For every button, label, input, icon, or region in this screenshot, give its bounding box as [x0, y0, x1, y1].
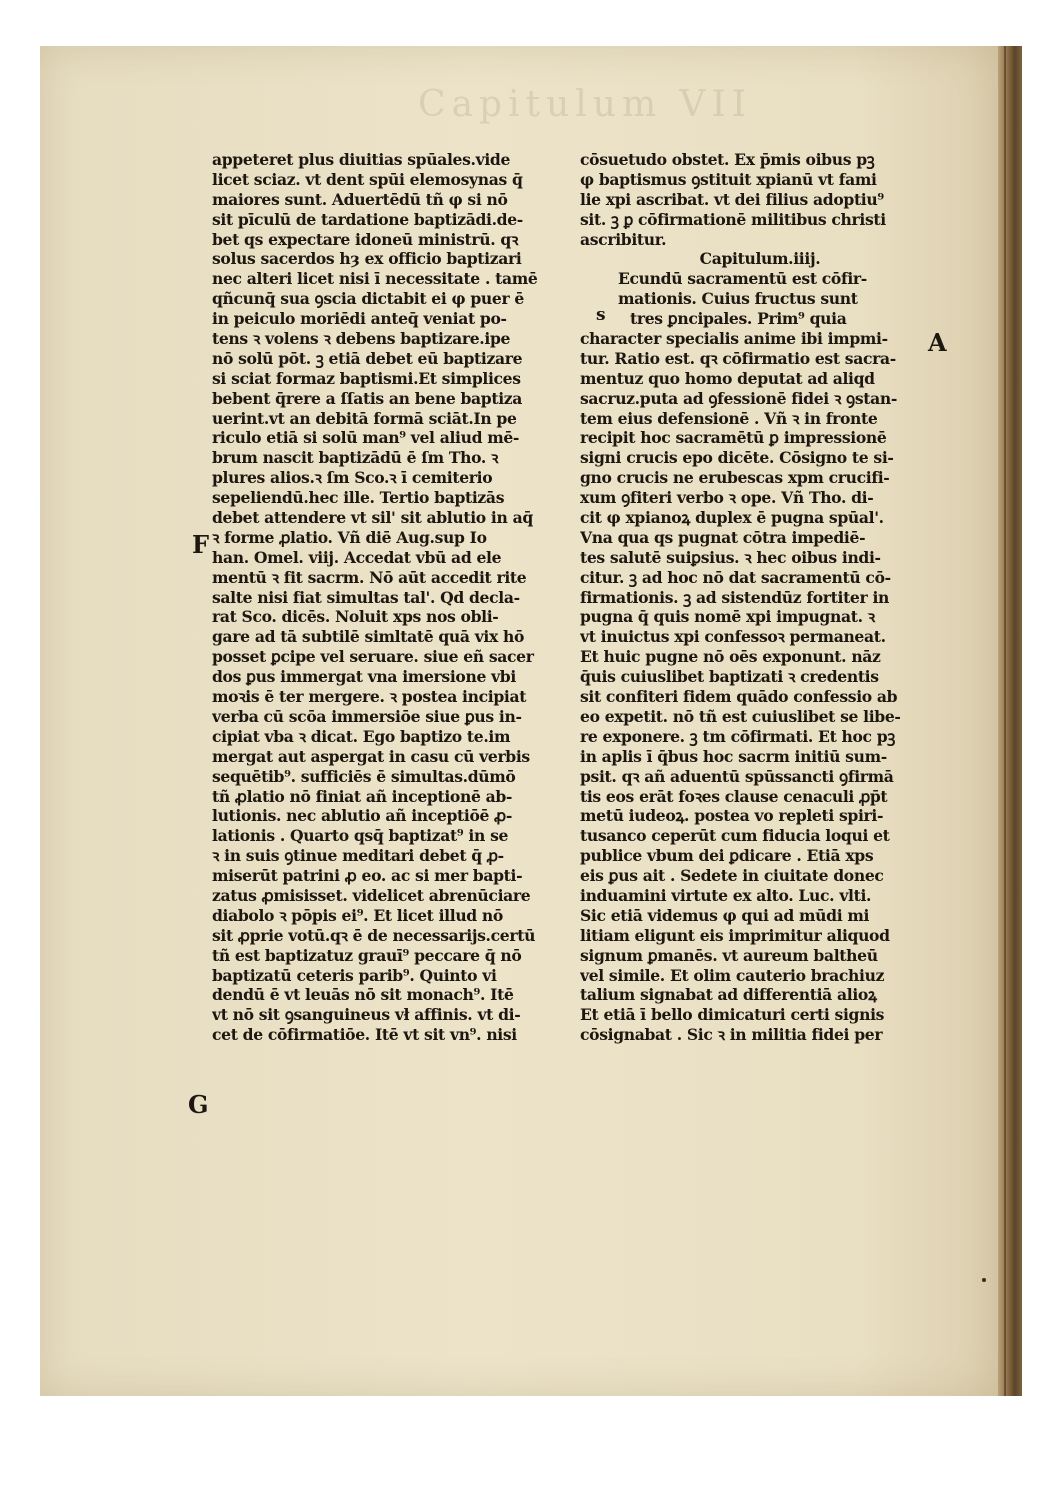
- text-line: cōsignabat . Sic ꝛ in militia fidei per: [580, 1025, 883, 1045]
- text-line: posset ꝑcipe vel seruare. siue eñ sacer: [212, 647, 534, 667]
- text-line: bebent q̄rere a ſſatis an bene baptiza: [212, 388, 523, 408]
- text-line: solus sacerdos hȝ ex officio baptizari: [212, 249, 522, 269]
- text-line: eo expetit. nō tñ est cuiuslibet se libe-: [580, 706, 901, 726]
- text-line: character specialis anime ibi impmi-: [580, 329, 888, 349]
- text-line: vel simile. Et olim cauterio brachiuz: [580, 965, 885, 985]
- margin-letter-f: F: [192, 530, 210, 559]
- initial-letter-s: s: [596, 305, 606, 325]
- left-text-column: [212, 150, 570, 1045]
- text-line: tem eius defensionē . Vñ ꝛ in fronte: [580, 408, 878, 428]
- text-line: gare ad tā subtilē simltatē quā vix hō: [212, 627, 525, 647]
- text-line: tusanco ceperūt cum fiducia loqui et: [580, 826, 890, 846]
- text-line: baptizatū ceteris parib⁹. Quinto vi: [212, 965, 497, 985]
- text-line: rat Sco. dicēs. Noluit xps nos obli-: [212, 607, 499, 627]
- text-line: sequētib⁹. sufficiēs ē simultas.dūmō: [212, 766, 516, 786]
- text-line: mationis. Cuius fructus sunt: [618, 289, 858, 309]
- text-line: sit ꝓprie votū.qꝛ ē de necessarijs.certū: [212, 925, 536, 945]
- text-line: nec alteri licet nisi ī necessitate . tamē: [212, 269, 538, 289]
- text-line: pugna q̄ quis nomē xpi impugnat. ꝛ: [580, 607, 875, 627]
- text-line: publice vbum dei ꝑdicare . Etiā xps: [580, 846, 874, 866]
- text-line: recipit hoc sacramētū ꝑ impressionē: [580, 428, 887, 448]
- text-line: citur. ꝫ ad hoc nō dat sacramentū cō-: [580, 567, 891, 587]
- text-line: brum nascit baptizādū ē ſm Tho. ꝛ: [212, 448, 499, 468]
- text-line: Et huic pugne nō oēs exponunt. nāz: [580, 647, 881, 667]
- text-line: moꝛis ē ter mergere. ꝛ postea incipiat: [212, 687, 527, 707]
- chapter-heading: Capitulum.iiij.: [699, 249, 821, 269]
- text-line: gno crucis ne erubescas xpm crucifi-: [580, 468, 890, 488]
- text-line: lationis . Quarto qsq̄ baptizat⁹ in se: [212, 826, 509, 846]
- text-line: licet sciaz. vt dent spūi elemosynas q̄: [212, 169, 523, 189]
- text-line: tñ est baptizatuz grauī⁹ peccare q̄ nō: [212, 945, 522, 965]
- text-line: miserūt patrini ꝓ eo. ac si mer bapti-: [212, 866, 523, 886]
- text-line: lutionis. nec ablutio añ inceptiōē ꝓ-: [212, 806, 513, 826]
- text-line: tis eos erāt foꝛes clause cenaculi ꝓp̄t: [580, 786, 888, 806]
- text-line: sit confiteri fidem quādo confessio ab: [580, 687, 898, 707]
- text-line: Et etiā ī bello dimicaturi certi signis: [580, 1005, 885, 1025]
- text-line: ꝛ forme ꝓlatio. Vñ diē Aug.sup Io: [212, 527, 487, 547]
- text-line: signi crucis epo dicēte. Cōsigno te si-: [580, 448, 894, 468]
- text-line: Vna qua qs pugnat cōtra impediē-: [580, 527, 866, 547]
- text-line: mergat aut aspergat in casu cū verbis: [212, 746, 530, 766]
- text-line: induamini virtute ex alto. Luc. vlti.: [580, 885, 872, 905]
- text-line: in aplis ī q̄bus hoc sacrm initiū sum-: [580, 746, 887, 766]
- text-line: tres ꝑncipales. Prim⁹ quia: [630, 309, 847, 329]
- right-text-column: [580, 150, 940, 1045]
- text-line: tur. Ratio est. qꝛ cōfirmatio est sacra-: [580, 348, 896, 368]
- text-line: tens ꝛ volens ꝛ debens baptizare.ipe: [212, 329, 511, 349]
- text-line: han. Omel. viij. Accedat vbū ad ele: [212, 547, 502, 567]
- text-line: dendū ē vt leuās nō sit monach⁹. Itē: [212, 985, 514, 1005]
- text-line: plures alios.ꝛ ſm Sco.ꝛ ī cemiterio: [212, 468, 493, 488]
- text-line: zatus ꝓmisisset. videlicet abrenūciare: [212, 885, 531, 905]
- text-line: sit pīculū de tardatione baptizādi.de-: [212, 209, 523, 229]
- text-line: tes salutē suiꝑsius. ꝛ hec oibus indi-: [580, 547, 881, 567]
- text-line: ascribitur.: [580, 229, 667, 249]
- scanned-page: [40, 46, 1022, 1396]
- text-line: firmationis. ꝫ ad sistendūz fortiter in: [580, 587, 890, 607]
- book-page: [40, 46, 998, 1396]
- text-line: uerint.vt an debitā formā sciāt.In pe: [212, 408, 517, 428]
- text-line: bet qs expectare idoneū ministrū. qꝛ: [212, 229, 519, 249]
- text-line: tñ ꝓlatio nō finiat añ inceptionē ab-: [212, 786, 513, 806]
- margin-letter-g: G: [188, 1090, 209, 1119]
- text-line: eis ꝑus ait . Sedete in ciuitate donec: [580, 866, 884, 886]
- text-line: verba cū scōa immersiōe siue ꝑus in-: [212, 706, 522, 726]
- text-line: mentuz quo homo deputat ad aliqd: [580, 368, 875, 388]
- text-line: talium signabat ad differentiā alioꝝ: [580, 985, 877, 1005]
- text-line: metū iudeoꝝ. postea vo repleti spiri-: [580, 806, 884, 826]
- margin-letter-a: A: [928, 328, 947, 357]
- text-line: cōsuetudo obstet. Ex p̄mis oibus pꝫ: [580, 150, 875, 169]
- faded-running-head: Capitulum VII: [418, 84, 752, 125]
- text-line: litiam eligunt eis imprimitur aliquod: [580, 925, 890, 945]
- text-line: maiores sunt. Aduertēdū tñ φ si nō: [212, 189, 508, 209]
- text-line: vt inuictus xpi confessoꝛ permaneat.: [580, 627, 886, 647]
- text-line: Sic etiā videmus φ qui ad mūdi mi: [580, 905, 870, 925]
- text-line: mentū ꝛ fit sacrm. Nō aūt accedit rite: [212, 567, 527, 587]
- text-line: diabolo ꝛ pōpis ei⁹. Et licet illud nō: [212, 905, 503, 925]
- text-line: sacruz.puta ad ꝯfessionē fidei ꝛ ꝯstan-: [580, 388, 898, 408]
- text-line: xum ꝯfiteri verbo ꝛ ope. Vñ Tho. di-: [580, 488, 874, 508]
- text-line: qñcunq̄ sua ꝯscia dictabit ei φ puer ē: [212, 289, 524, 309]
- ink-dot: [982, 1278, 986, 1282]
- text-line: q̄uis cuiuslibet baptizati ꝛ credentis: [580, 667, 879, 687]
- text-line: in peiculo moriēdi anteq̄ veniat po-: [212, 309, 507, 329]
- book-fore-edge: [998, 46, 1022, 1396]
- text-line: φ baptismus ꝯstituit xpianū vt fami: [580, 169, 877, 189]
- text-line: appeteret plus diuitias spūales.vide: [212, 150, 511, 169]
- text-line: psit. qꝛ añ aduentū spūssancti ꝯfirmā: [580, 766, 894, 786]
- text-line: cit φ xpianoꝝ duplex ē pugna spūal'.: [580, 508, 884, 528]
- text-line: salte nisi fiat simultas tal'. Qd decla-: [212, 587, 520, 607]
- text-line: cet de cōfirmatiōe. Itē vt sit vn⁹. nisi: [212, 1025, 517, 1045]
- text-line: nō solū pōt. ꝫ etiā debet eū baptizare: [212, 348, 523, 368]
- text-line: ꝛ in suis ꝯtinue meditari debet q̄ ꝓ-: [212, 846, 504, 866]
- text-line: sepeliendū.hec ille. Tertio baptizās: [212, 488, 505, 508]
- text-line: debet attendere vt sil' sit ablutio in aq̄: [212, 508, 533, 528]
- text-line: lie xpi ascribat. vt dei filius adoptiu⁹: [580, 189, 884, 209]
- text-line: riculo etiā si solū man⁹ vel aliud mē-: [212, 428, 520, 448]
- text-line: dos ꝑus immergat vna imersione vbi: [212, 667, 516, 687]
- text-line: signum ꝑmanēs. vt aureum baltheū: [580, 945, 878, 965]
- text-line: Ecundū sacramentū est cōfir-: [618, 269, 867, 289]
- text-line: sit. ꝫ ꝑ cōfirmationē militibus christi: [580, 209, 886, 229]
- text-line: re exponere. ꝫ tm cōfirmati. Et hoc pꝫ: [580, 726, 895, 746]
- text-line: vt nō sit ꝯsanguineus vł affinis. vt di-: [212, 1005, 521, 1025]
- text-line: cipiat vba ꝛ dicat. Ego baptizo te.im: [212, 726, 511, 746]
- text-line: si sciat formaz baptismi.Et simplices: [212, 368, 521, 388]
